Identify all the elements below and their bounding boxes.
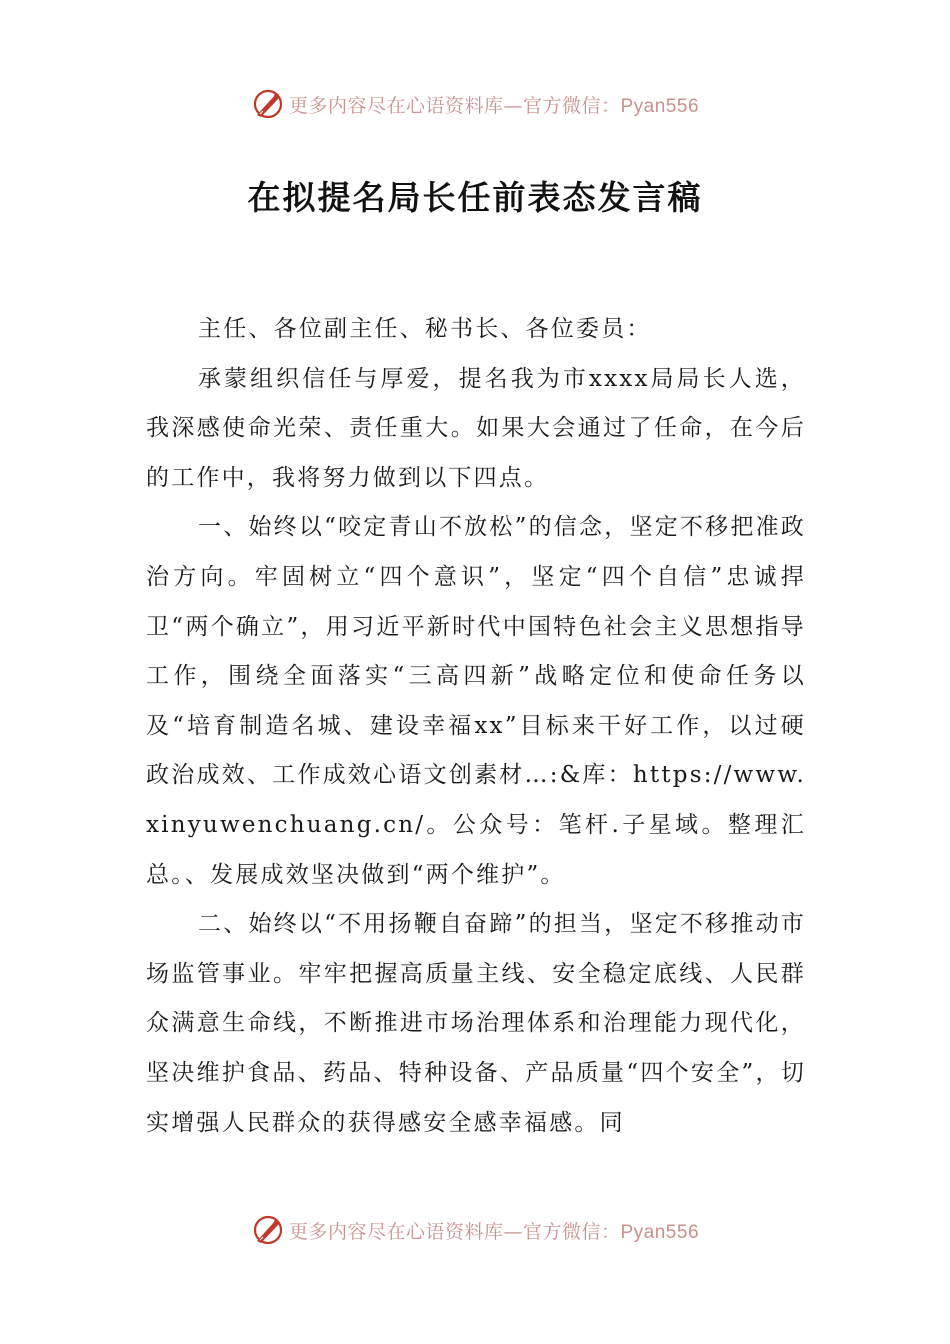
pen-logo-icon (251, 87, 285, 121)
footer-watermark-banner (0, 1208, 950, 1252)
intro-paragraph: 承蒙组织信任与厚爱，提名我为市xxxx局局长人选，我深感使命光荣、责任重大。如果大会通过了任命，在今后的工作中，我将努力做到以下四点。 (146, 365, 806, 491)
document-title: 在拟提名局长任前表态发言稿 (247, 178, 703, 217)
wechat-id: Pyan556 (620, 1221, 700, 1243)
watermark-text: 更多内容尽在心语资料库—官方微信：Pyan556 (288, 94, 700, 117)
document-body (146, 305, 806, 1148)
salutation-paragraph: 主任、各位副主任、秘书长、各位委员： (198, 316, 652, 342)
header-watermark-banner (0, 82, 950, 126)
pen-logo-icon (251, 1213, 285, 1247)
watermark-text: 更多内容尽在心语资料库—官方微信：Pyan556 (288, 1220, 700, 1243)
point-two-paragraph: 二、始终以“不用扬鞭自奋蹄”的担当，坚定不移推动市场监管事业。牢牢把握高质量主线、安全稳定底线、人民群众满意生命线，不断推进市场治理体系和治理能力现代化，坚决维护食品、药品、特种设备、产品质量“四个安全”，切实增强人民群众的获得感安全感幸福感。同 (146, 911, 806, 1136)
point-one-paragraph: 一、始终以“咬定青山不放松”的信念，坚定不移把准政治方向。牢固树立“四个意识”，坚定“四个自信”忠诚捍卫“两个确立”，用习近平新时代中国特色社会主义思想指导工作，围绕全面落实“三高四新”战略定位和使命任务以及“培育制造名城、建设幸福xx”目标来干好工作，以过硬政治成效、工作成效心语文创素材…:&库：https://www.xinyuwenchuang.cn/。公众号：笔杆.子星域。整理汇总。、发展成效坚决做到“两个维护”。 (146, 514, 806, 888)
wechat-id: Pyan556 (620, 95, 700, 117)
